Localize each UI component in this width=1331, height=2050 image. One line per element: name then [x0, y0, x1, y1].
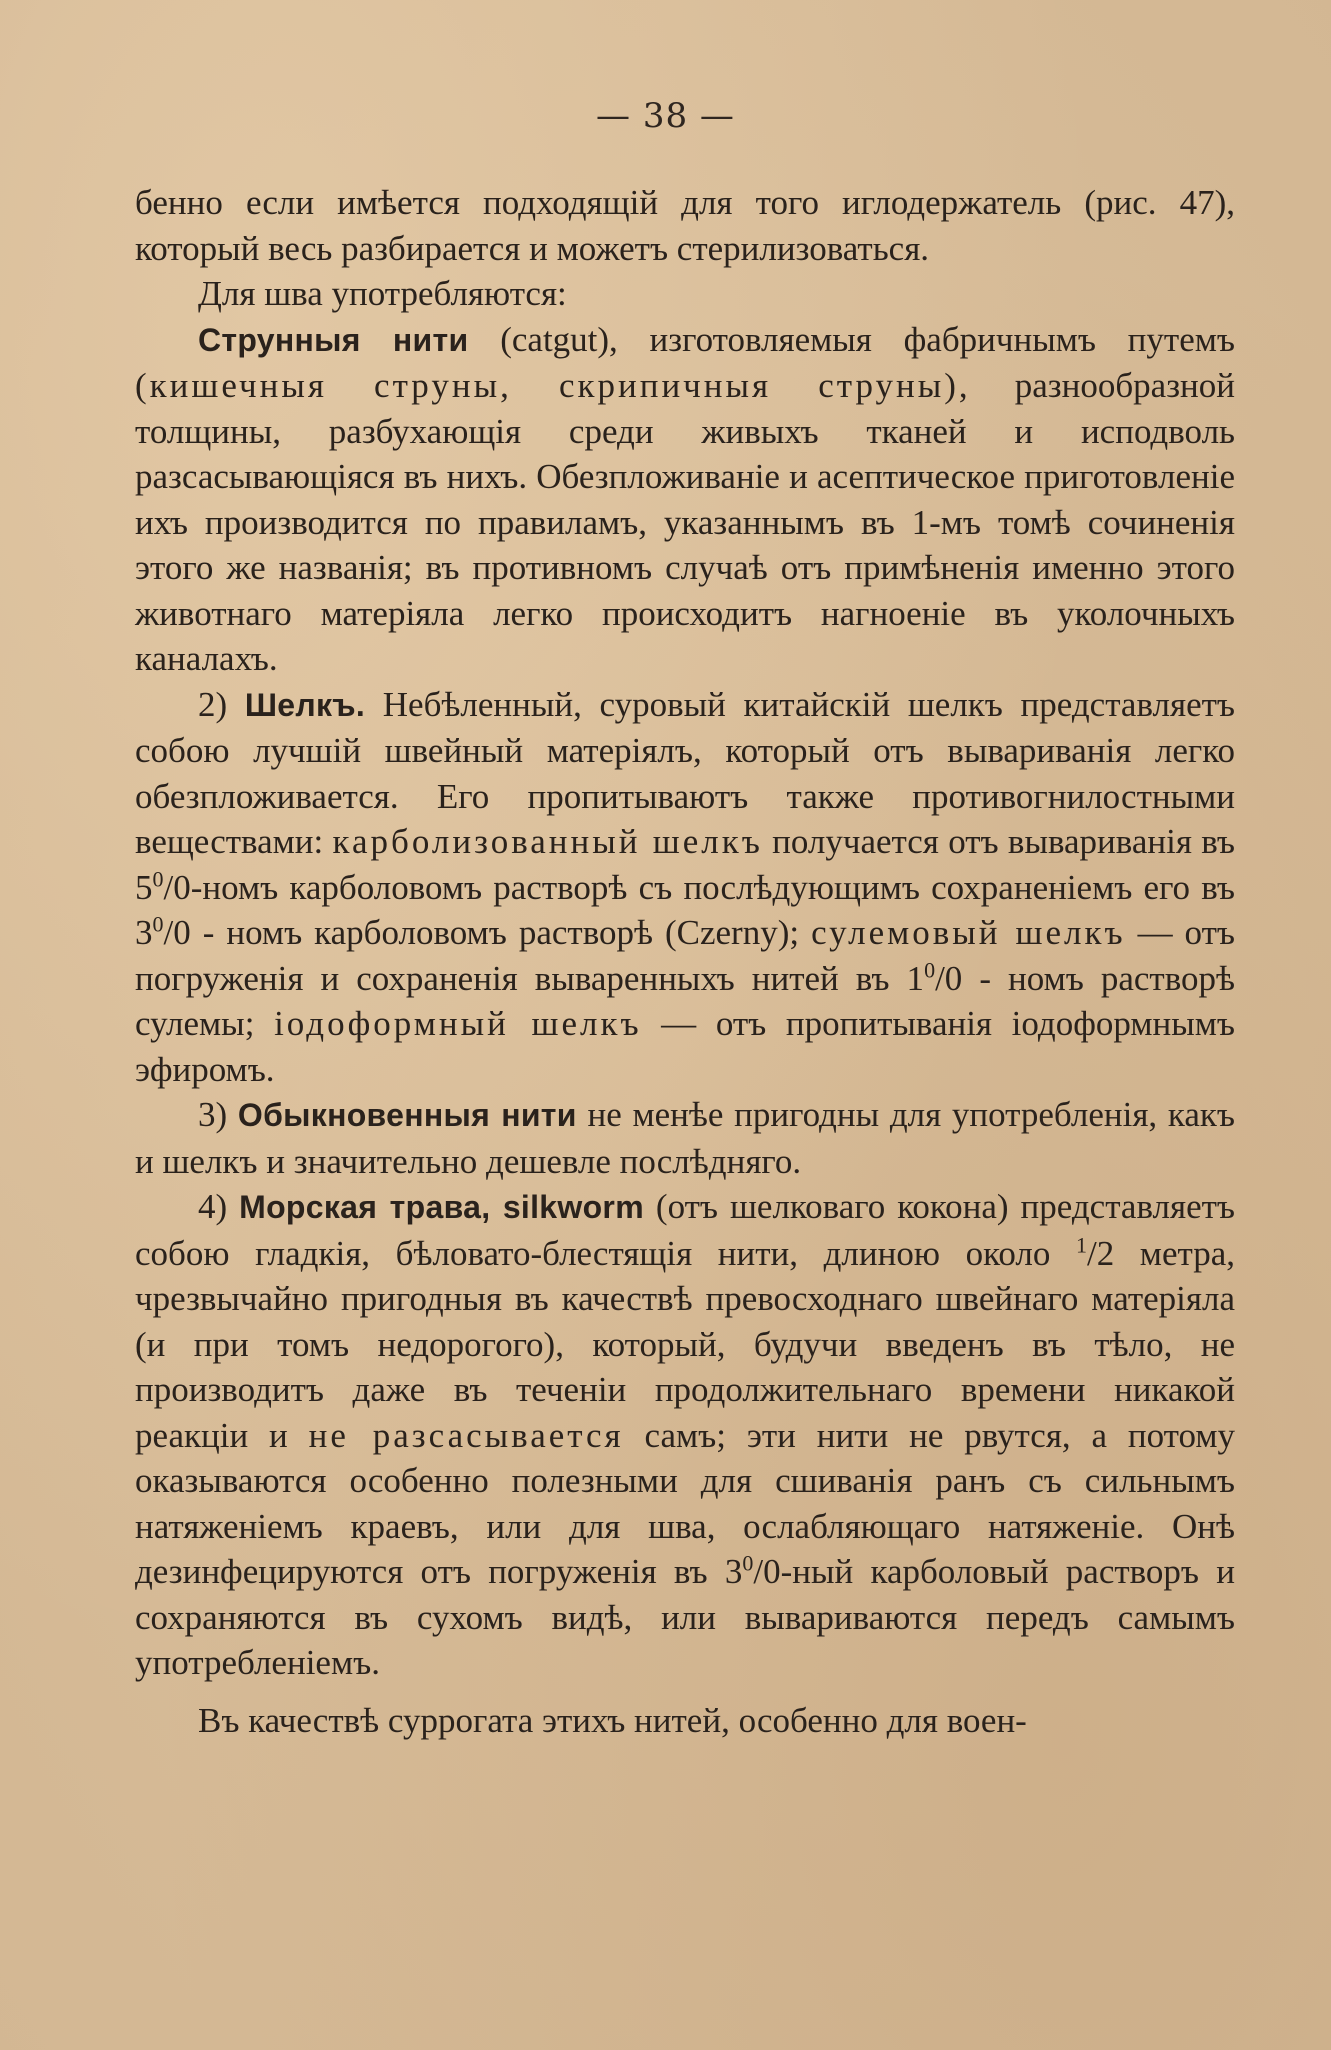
item-number: 3) [198, 1095, 228, 1134]
term-heading: Струнныя нити [198, 321, 469, 358]
paragraph-intro [135, 271, 1235, 317]
spaced-text: (кишечныя струны, скрипичныя струны), [135, 366, 971, 405]
item-number: 2) [198, 684, 228, 724]
fraction-denominator: /2 [1086, 1233, 1115, 1273]
paragraph-continued [135, 180, 1235, 271]
paragraph-text: Въ качествѣ суррогата этихъ нитей, особенно для воен- [198, 1700, 1027, 1740]
paragraph-text: (отъ шелковаго кокона) представляетъ собою гладкія, бѣловато-блестящія нити, длиною около [135, 1187, 1236, 1273]
superscript: 0 [152, 911, 164, 937]
percent-sign: /0 [935, 958, 963, 998]
spaced-text: карболизованный шелкъ [332, 822, 763, 861]
superscript: 0 [924, 956, 936, 982]
percent-sign: /0 [163, 913, 191, 952]
paragraph-common-thread [135, 1092, 1235, 1184]
paragraph-text: Небѣленный, суровый китайскій шелкъ представляетъ собою лучшій швейный матеріялъ, который отъ вывариванія легко обезпложивается. Его пропитываютъ также противогнилостными веществами: [135, 684, 1236, 861]
latin-term: (catgut), [500, 319, 618, 359]
paragraph-text: -ный карболовый растворъ и сохраняются въ сухомъ видѣ, или вывариваются передъ самымъ употребленіемъ. [135, 1552, 1235, 1682]
paragraph-text: -номъ карболовомъ растворѣ съ послѣдующимъ сохраненіемъ его въ 3 [135, 867, 1235, 952]
paragraph-text: метра, чрезвычайно пригодныя въ качествѣ превосходнаго швейнаго матеріяла (и при томъ недорогого), который, будучи введенъ въ тѣло, не производитъ даже въ теченіи продолжительнаго времени никакой реакціи и [135, 1233, 1236, 1455]
term-heading: Обыкновенныя нити [237, 1097, 577, 1133]
paragraph-text: самъ; эти нити не рвутся, а потому оказываются особенно полезными для сшиванія ранъ съ сильнымъ натяженіемъ краевъ, или для шва, ослабляющаго натяженіе. Онѣ дезинфецируются отъ погруженія въ 3 [135, 1415, 1235, 1591]
percent-sign: /0 [753, 1552, 781, 1591]
term-heading: Морская трава, silkworm [239, 1189, 644, 1225]
term-heading: Шелкъ. [244, 686, 366, 723]
superscript: 0 [152, 865, 164, 891]
paragraph-surrogate [135, 1698, 1235, 1744]
paragraph-text: бенно если имѣется подходящій для того иглодержатель (рис. 47), который весь разбирается и можетъ стерилизоваться. [135, 183, 1235, 268]
paragraph-silkworm [135, 1184, 1235, 1686]
percent-sign: /0 [163, 867, 191, 907]
spaced-text: сулемовый шелкъ [811, 913, 1126, 952]
paragraph-text: изготовляемыя фабричнымъ путемъ [617, 319, 1235, 359]
paragraph-text: разнообразной толщины, разбухающія среди живыхъ тканей и исподволь разсасывающіяся въ нихъ. Обезпложиваніе и асептическое приготовленіе ихъ производится по правиламъ, указаннымъ въ 1-мъ томѣ сочиненія этого же названія; въ противномъ случаѣ отъ примѣненія именно этого животнаго матеріяла легко происходитъ нагноеніе въ уколочныхъ каналахъ. [135, 366, 1235, 678]
superscript: 0 [742, 1550, 754, 1576]
paragraph-text: - номъ растворѣ сулемы; [135, 958, 1235, 1043]
paragraph-text: — отъ пропитыванія іодоформнымъ эфиромъ. [135, 1004, 1235, 1089]
paragraph-text: не менѣе пригодны для употребленія, какъ и шелкъ и значительно дешевле послѣдняго. [135, 1095, 1236, 1181]
paragraph-text: получается отъ вывариванія въ 5 [135, 822, 1235, 907]
spaced-text: іодоформный шелкъ [274, 1004, 642, 1043]
paragraph-text: - номъ карболовомъ растворѣ (Czerny); [190, 913, 812, 952]
paragraph-text: — отъ погруженія и сохраненія вываренныхъ нитей въ 1 [135, 913, 1235, 998]
spaced-text: не разсасывается [308, 1415, 624, 1455]
paragraph-silk [135, 682, 1235, 1093]
item-number: 4) [198, 1187, 228, 1226]
paragraph-catgut [135, 317, 1235, 682]
fraction-numerator: 1 [1075, 1231, 1087, 1257]
page-number: — 38 — [596, 96, 735, 136]
paragraph-text: Для шва употребляются: [198, 274, 567, 313]
text-body [135, 180, 1235, 1743]
